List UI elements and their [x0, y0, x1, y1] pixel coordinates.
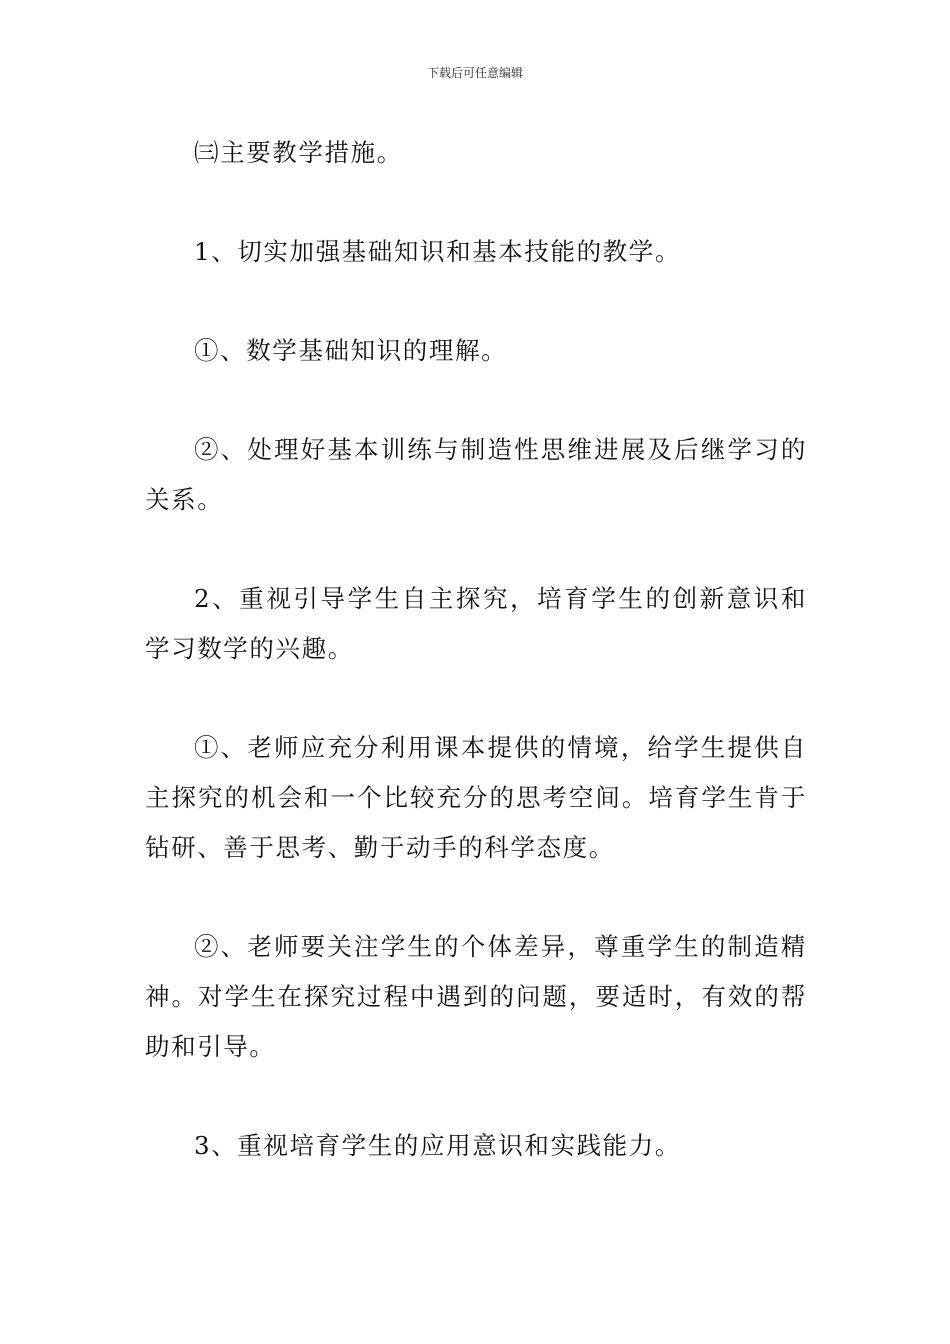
paragraph: ①、数学基础知识的理解。 — [194, 336, 508, 365]
paragraph: 1、切实加强基础知识和基本技能的教学。 — [194, 237, 681, 266]
paragraph: ①、老师应充分利用课本提供的情境，给学生提供自主探究的机会和一个比较充分的思考空间。培育学生肯于钻研、善于思考、勤于动手的科学态度。 — [145, 733, 807, 862]
paragraph: ②、处理好基本训练与制造性思维进展及后继学习的关系。 — [145, 435, 807, 514]
paragraph: 3、重视培育学生的应用意识和实践能力。 — [194, 1131, 681, 1160]
paragraph: 2、重视引导学生自主探究，培育学生的创新意识和学习数学的兴趣。 — [145, 584, 807, 663]
page-header: 下载后可任意编辑 — [426, 66, 523, 80]
paragraph: ②、老师要关注学生的个体差异，尊重学生的制造精神。对学生在探究过程中遇到的问题，要适时，有效的帮助和引导。 — [145, 932, 807, 1061]
section-heading: ㈢主要教学措施。 — [194, 138, 403, 167]
document-body — [145, 128, 807, 1220]
